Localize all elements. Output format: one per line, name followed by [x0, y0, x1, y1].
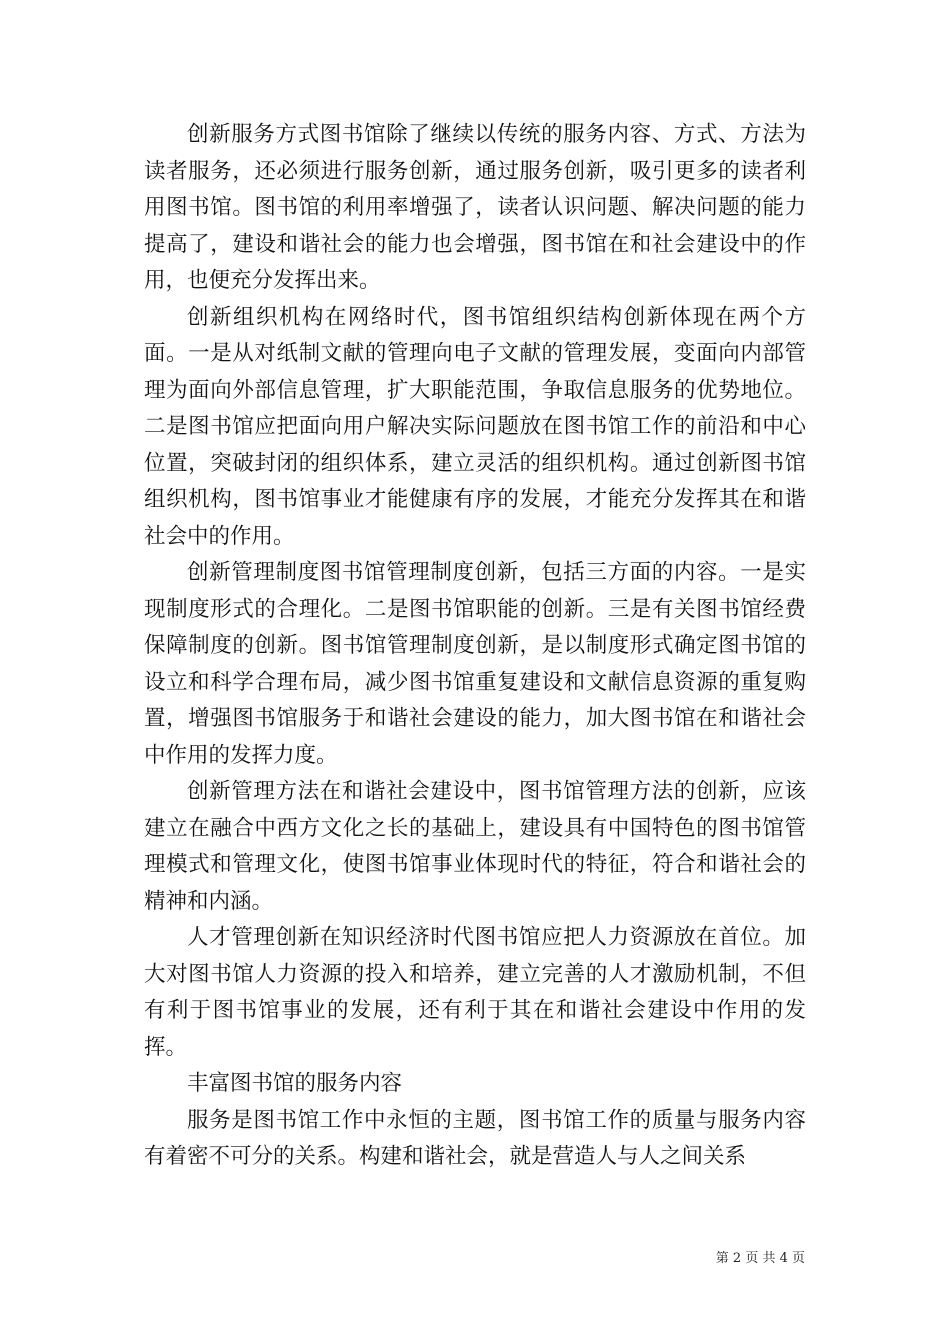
section-heading-service-content: 丰富图书馆的服务内容: [187, 1071, 403, 1096]
paragraph-innovate-service: 创新服务方式图书馆除了继续以传统的服务内容、方式、方法为读者服务，还必须进行服务创新，通过服务创新，吸引更多的读者利用图书馆。图书馆的利用率增强了，读者认识问题、解决问题的能力提高了，建设和谐社会的能力也会增强，图书馆在和社会建设中的作用，也便充分发挥出来。: [144, 122, 806, 293]
paragraph-service-theme: 服务是图书馆工作中永恒的主题，图书馆工作的质量与服务内容有着密不可分的关系。构建和谐社会，就是营造人与人之间关系: [144, 1107, 806, 1169]
paragraph-innovate-management-method: 创新管理方法在和谐社会建设中，图书馆管理方法的创新，应该建立在融合中西方文化之长的基础上，建设具有中国特色的图书馆管理模式和管理文化，使图书馆事业体现时代的特征，符合和谐社会的精神和内涵。: [144, 779, 806, 914]
page-number-footer: 第 2 页 共 4 页: [715, 1251, 805, 1266]
paragraph-innovate-organization: 创新组织机构在网络时代，图书馆组织结构创新体现在两个方面。一是从对纸制文献的管理向电子文献的管理发展，变面向内部管理为面向外部信息管理，扩大职能范围，争取信息服务的优势地位。二是图书馆应把面向用户解决实际问题放在图书馆工作的前沿和中心位置，突破封闭的组织体系，建立灵活的组织机构。通过创新图书馆组织机构，图书馆事业才能健康有序的发展，才能充分发挥其在和谐社会中的作用。: [144, 304, 806, 549]
paragraph-talent-management: 人才管理创新在知识经济时代图书馆应把人力资源放在首位。加大对图书馆人力资源的投入和培养，建立完善的人才激励机制，不但有利于图书馆事业的发展，还有利于其在和谐社会建设中作用的发挥。: [144, 925, 806, 1060]
paragraph-innovate-management-system: 创新管理制度图书馆管理制度创新，包括三方面的内容。一是实现制度形式的合理化。二是图书馆职能的创新。三是有关图书馆经费保障制度的创新。图书馆管理制度创新，是以制度形式确定图书馆的设立和科学合理布局，减少图书馆重复建设和文献信息资源的重复购置，增强图书馆服务于和谐社会建设的能力，加大图书馆在和谐社会中作用的发挥力度。: [144, 560, 806, 768]
document-body: [144, 117, 806, 1176]
